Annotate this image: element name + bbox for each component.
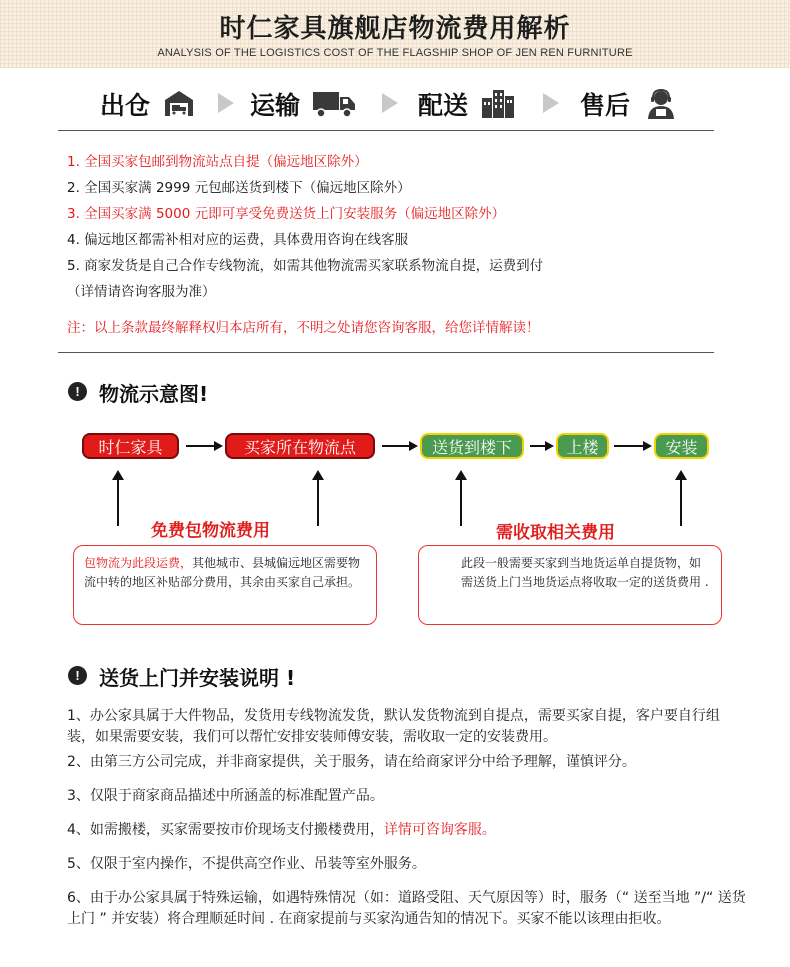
- free-fee-label: 免费包物流费用: [151, 521, 270, 541]
- page-title: 时仁家具旗舰店物流费用解析: [219, 14, 571, 44]
- flow-heading-label: 物流示意图!: [99, 382, 209, 406]
- process-steps: [100, 80, 700, 130]
- install-item: [67, 888, 747, 930]
- building-icon: [480, 88, 516, 122]
- flow-arrow-icon: [382, 445, 416, 447]
- free-fee-note-highlight: 包物流为此段运费，: [84, 556, 193, 570]
- free-fee-note-text: 其他城市、县城偏远地区需要物流中转的地区补贴部分费用，其余由买家自己承担。: [84, 556, 361, 589]
- policy-item: 3. 全国买家满 5000 元即可享受免费送货上门安装服务（偏远地区除外）: [67, 206, 506, 222]
- policy-note: 注：以上条款最终解释权归本店所有，不明之处请您咨询客服，给您详情解读！: [67, 320, 540, 336]
- policy-item: 5. 商家发货是自己合作专线物流，如需其他物流需买家联系物流自提，运费到付: [67, 258, 544, 274]
- exclamation-icon: !: [68, 666, 87, 685]
- header-banner: [0, 0, 790, 68]
- step-label-outbound: 出仓: [100, 91, 151, 120]
- warehouse-icon: [163, 88, 195, 122]
- install-item: [67, 820, 747, 841]
- service-person-icon: [645, 88, 677, 124]
- step-arrow-icon: [218, 93, 234, 113]
- up-arrow-icon: [317, 478, 319, 526]
- paid-fee-note-text: 此段一般需要买家到当地货运单自提货物，如需送货上门当地货运点将收取一定的送货费用 .: [461, 556, 709, 589]
- free-fee-note: [73, 545, 377, 625]
- step-label-transport: 运输: [250, 91, 301, 120]
- flow-node-install: 安装: [654, 433, 709, 459]
- policy-item: 4. 偏远地区都需补相对应的运费，具体费用咨询在线客服: [67, 232, 409, 248]
- paid-fee-label: 需收取相关费用: [496, 523, 615, 543]
- step-arrow-icon: [382, 93, 398, 113]
- up-arrow-icon: [460, 478, 462, 526]
- install-item-text: 6、由于办公家具属于特殊运输，如遇特殊情况（如：道路受阻、天气原因等）时，服务（“ 送至当地 ”/“ 送货上门 ” 并安装）将合理顺延时间 . 在商家提前与买家沟通告知的情况下。买家不能以该理由拒收。: [67, 890, 746, 927]
- flow-arrow-icon: [186, 445, 221, 447]
- install-item-text: 5、仅限于室内操作，不提供高空作业、吊装等室外服务。: [67, 856, 426, 872]
- flow-arrow-icon: [530, 445, 552, 447]
- step-label-aftersales: 售后: [580, 91, 631, 120]
- up-arrow-icon: [680, 478, 682, 526]
- exclamation-icon: !: [68, 382, 87, 401]
- truck-icon: [312, 88, 356, 122]
- install-item: [67, 854, 747, 875]
- install-item-text: 4、如需搬楼，买家需要按市价现场支付搬楼费用，: [67, 822, 384, 838]
- step-label-delivery: 配送: [418, 91, 469, 120]
- install-item: [67, 752, 747, 773]
- flow-arrow-icon: [614, 445, 650, 447]
- install-item: [67, 786, 747, 807]
- step-arrow-icon: [543, 93, 559, 113]
- install-item-highlight: 详情可咨询客服。: [383, 822, 496, 838]
- policy-item: 1. 全国买家包邮到物流站点自提（偏远地区除外）: [67, 154, 368, 170]
- flow-node-downstairs: 送货到楼下: [420, 433, 524, 459]
- flow-node-upstairs: 上楼: [556, 433, 609, 459]
- install-item-text: 3、仅限于商家商品描述中所涵盖的标准配置产品。: [67, 788, 384, 804]
- divider-line: [58, 130, 714, 131]
- policy-item: （详情请咨询客服为准）: [67, 284, 216, 300]
- flow-node-shop: 时仁家具: [82, 433, 179, 459]
- up-arrow-icon: [117, 478, 119, 526]
- paid-fee-note: [418, 545, 722, 625]
- policy-item: 2. 全国买家满 2999 元包邮送货到楼下（偏远地区除外）: [67, 180, 411, 196]
- flow-node-buyer-station: 买家所在物流点: [225, 433, 375, 459]
- page-subtitle: ANALYSIS OF THE LOGISTICS COST OF THE FLAGSHIP SHOP OF JEN REN FURNITURE: [157, 47, 633, 59]
- install-item-text: 1、办公家具属于大件物品，发货用专线物流发货，默认发货物流到自提点，需要买家自提，客户要自行组装，如果需要安装，我们可以帮忙安排安装师傅安装，需收取一定的安装费用。: [67, 708, 720, 745]
- install-item: [67, 706, 747, 748]
- install-heading-label: 送货上门并安装说明 !: [99, 666, 296, 690]
- install-item-text: 2、由第三方公司完成，并非商家提供，关于服务，请在给商家评分中给予理解，谨慎评分。: [67, 754, 636, 770]
- divider-line: [58, 352, 714, 353]
